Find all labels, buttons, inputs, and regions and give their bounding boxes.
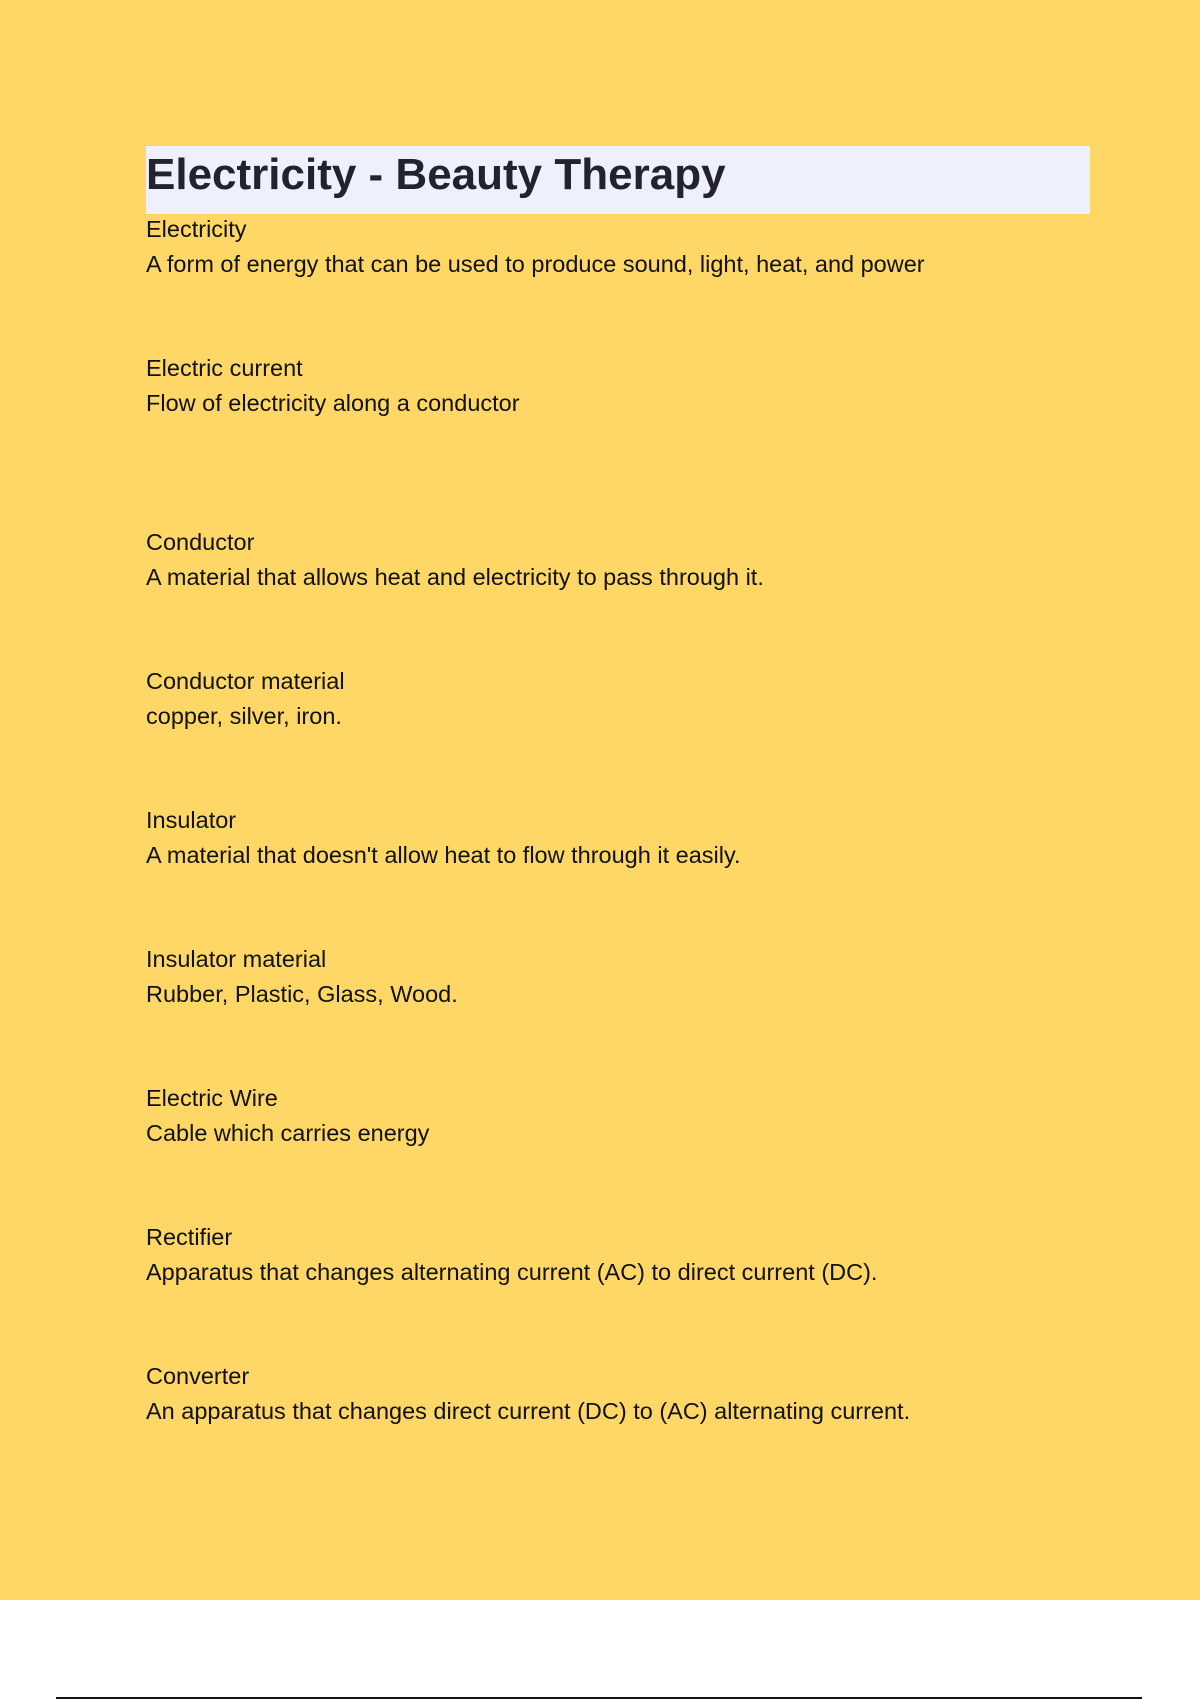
entry-definition: Apparatus that changes alternating current (AC) to direct current (DC). [146, 1259, 878, 1285]
entry-definition: Cable which carries energy [146, 1120, 430, 1146]
glossary-entry-insulator [146, 803, 1146, 873]
glossary-entry-conductor [146, 525, 1146, 595]
entry-definition: A material that allows heat and electricity to pass through it. [146, 564, 764, 590]
glossary-entry-rectifier [146, 1220, 1146, 1290]
entry-term: Electricity [146, 216, 247, 242]
entry-term: Conductor [146, 529, 255, 555]
glossary-entry-electric-current [146, 351, 1146, 421]
glossary-entry-electricity [146, 212, 1146, 282]
entry-term: Electric current [146, 355, 303, 381]
entry-term: Insulator material [146, 946, 327, 972]
glossary-entry-electric-wire [146, 1081, 1146, 1151]
glossary-entry-converter [146, 1359, 1146, 1429]
footer-divider [56, 1697, 1142, 1699]
entry-term: Insulator [146, 807, 237, 833]
page-title: Electricity - Beauty Therapy [146, 150, 726, 199]
entry-definition: An apparatus that changes direct current (DC) to (AC) alternating current. [146, 1398, 911, 1424]
glossary-entry-conductor-material [146, 664, 1146, 734]
glossary-entry-insulator-material [146, 942, 1146, 1012]
entry-definition: A form of energy that can be used to produce sound, light, heat, and power [146, 251, 925, 277]
entry-definition: copper, silver, iron. [146, 703, 342, 729]
entry-definition: Flow of electricity along a conductor [146, 390, 520, 416]
entry-term: Conductor material [146, 668, 345, 694]
entry-definition: Rubber, Plastic, Glass, Wood. [146, 981, 458, 1007]
entry-term: Converter [146, 1363, 250, 1389]
entry-term: Rectifier [146, 1224, 233, 1250]
entry-term: Electric Wire [146, 1085, 278, 1111]
entry-definition: A material that doesn't allow heat to flow through it easily. [146, 842, 741, 868]
